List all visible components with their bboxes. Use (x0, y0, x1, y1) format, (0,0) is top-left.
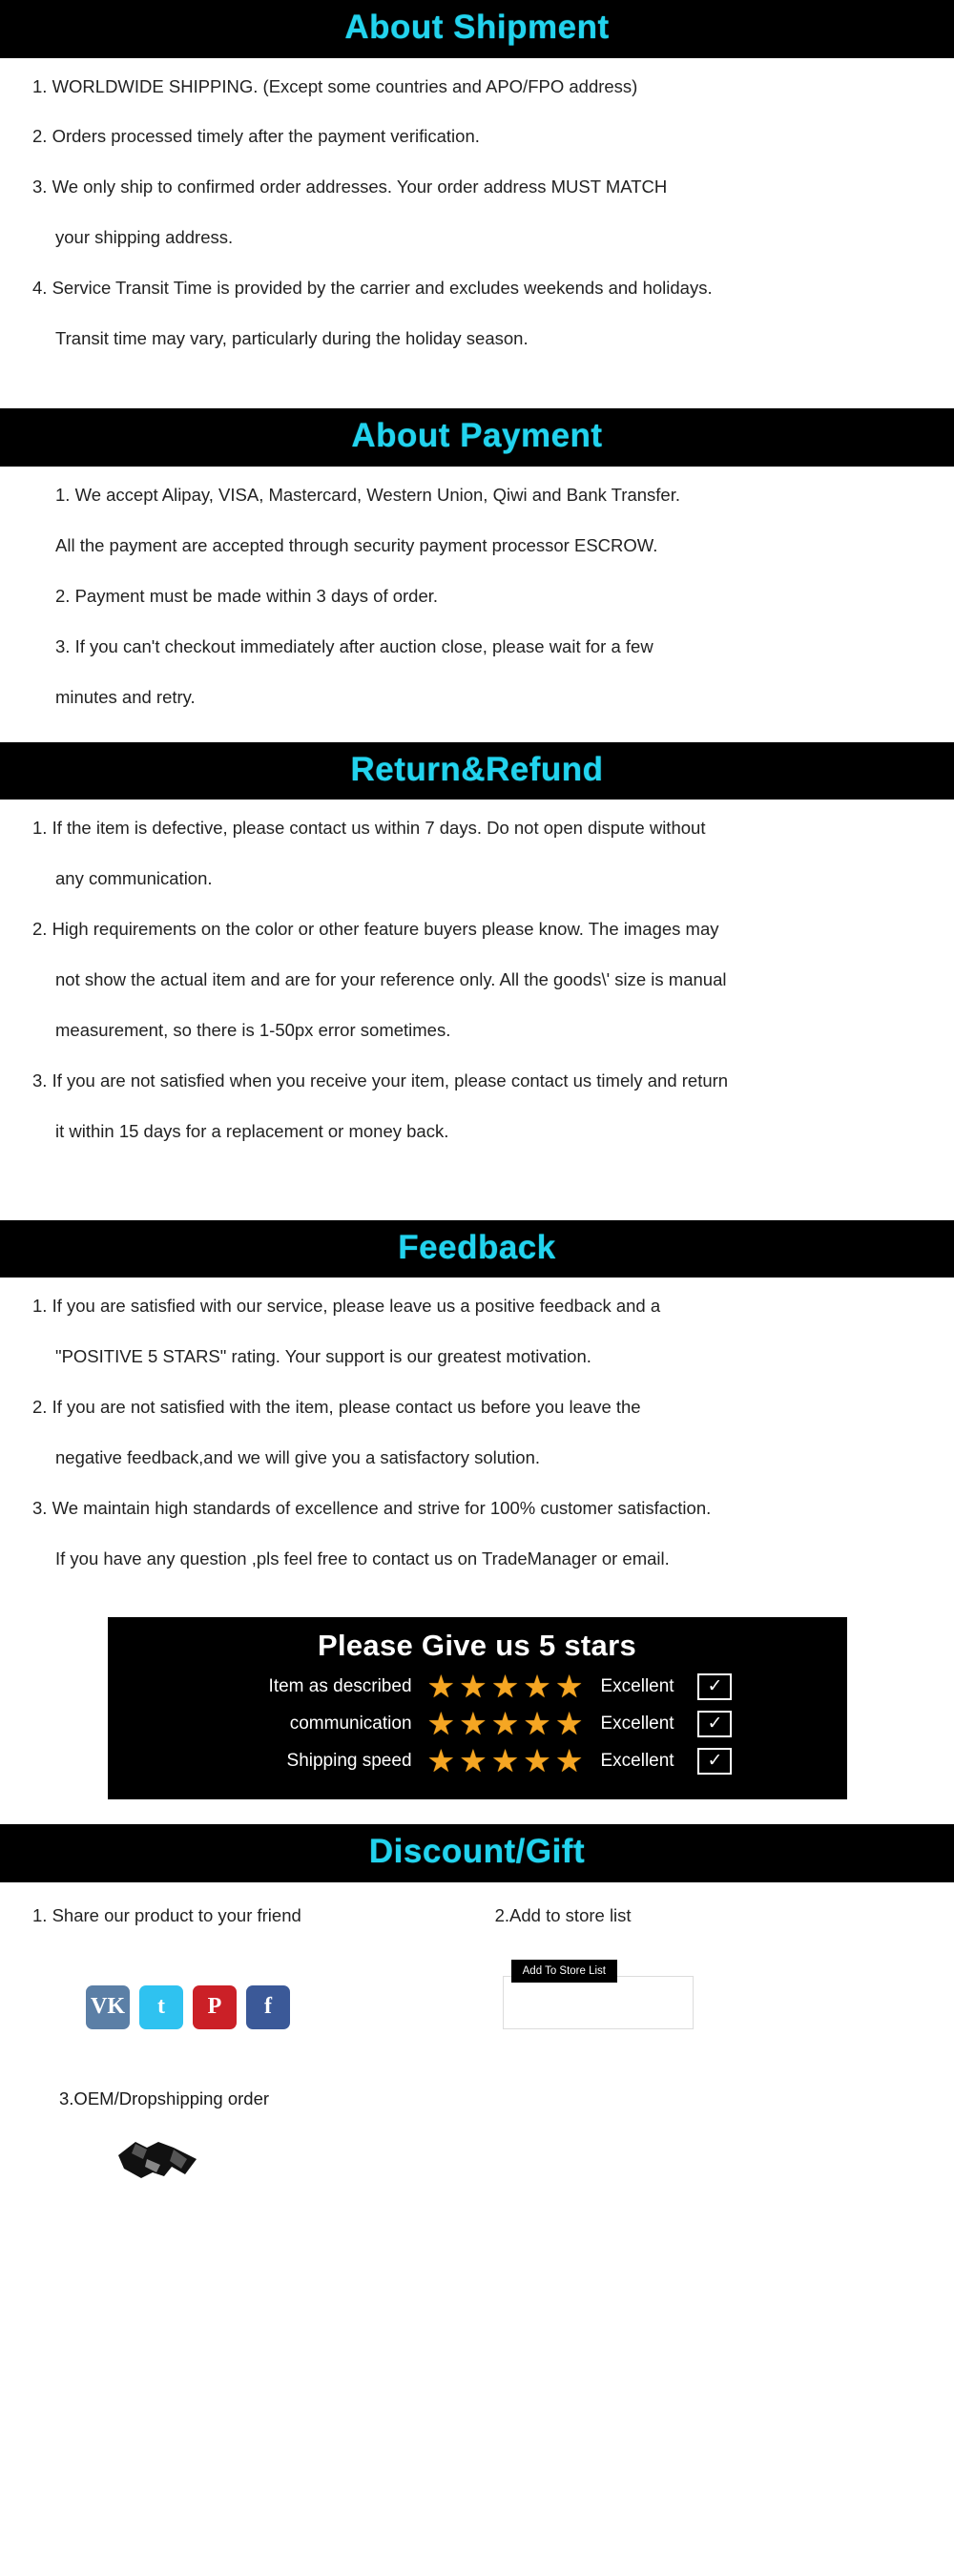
text-line: your shipping address. (55, 227, 234, 248)
section-header-about-payment (0, 408, 954, 467)
text-line: 4. Service Transit Time is provided by the carrier and excludes weekends and holidays. (32, 278, 713, 299)
rating-label: communication (289, 1713, 412, 1734)
section-header-feedback (0, 1220, 954, 1278)
star-icon: ★ (490, 1743, 520, 1779)
star-icon: ★ (490, 1706, 520, 1742)
text-line: 2. If you are not satisfied with the item, please contact us before you leave the (32, 1397, 641, 1418)
handshake-icon (0, 2109, 954, 2236)
star-group (426, 1743, 584, 1779)
section-body-about-payment (0, 467, 954, 742)
star-icon: ★ (554, 1706, 584, 1742)
section-title: Feedback (398, 1228, 556, 1266)
text-line: 1. We accept Alipay, VISA, Mastercard, Western Union, Qiwi and Bank Transfer. (55, 484, 680, 505)
discount-columns (0, 1882, 954, 2029)
rating-value: Excellent (600, 1675, 674, 1696)
text-line: 3. We only ship to confirmed order addresses. Your order address MUST MATCH (32, 177, 668, 197)
section-body-feedback (0, 1278, 954, 1604)
text-line: If you have any question ,pls feel free to contact us on TradeManager or email. (55, 1548, 670, 1569)
text-line: "POSITIVE 5 STARS" rating. Your support is our greatest motivation. (55, 1346, 591, 1367)
text-line: not show the actual item and are for your reference only. All the goods\' size is manual (55, 969, 727, 990)
vk-icon[interactable]: VK (86, 1985, 130, 2029)
text-line: 3. If you are not satisfied when you receive your item, please contact us timely and return (32, 1070, 729, 1091)
section-body-return-refund (0, 800, 954, 1176)
rating-row-item-as-described (108, 1669, 847, 1705)
add-to-store-box (503, 1964, 694, 2029)
text-line: 2. High requirements on the color or other feature buyers please know. The images may (32, 919, 719, 940)
facebook-icon[interactable]: f (246, 1985, 290, 2029)
star-icon: ★ (426, 1743, 456, 1779)
text-line: 1. If you are satisfied with our service, please leave us a positive feedback and a (32, 1296, 661, 1317)
star-icon: ★ (490, 1669, 520, 1705)
star-icon: ★ (554, 1669, 584, 1705)
section-title: Discount/Gift (368, 1833, 586, 1871)
checkbox-icon: ✓ (697, 1711, 732, 1737)
store-label: 2.Add to store list (494, 1904, 632, 1925)
store-column (495, 1905, 922, 2029)
checkbox-icon: ✓ (697, 1748, 732, 1775)
star-icon: ★ (426, 1669, 456, 1705)
section-header-return-refund (0, 742, 954, 800)
star-icon: ★ (459, 1706, 487, 1742)
section-title: About Payment (351, 417, 603, 455)
star-icon: ★ (554, 1743, 584, 1779)
section-header-discount-gift (0, 1824, 954, 1882)
text-line: 1. If the item is defective, please contact us within 7 days. Do not open dispute without (32, 818, 706, 839)
text-line: it within 15 days for a replacement or money back. (55, 1120, 449, 1141)
checkbox-icon: ✓ (697, 1673, 732, 1700)
star-icon: ★ (459, 1743, 487, 1779)
rating-label: Shipping speed (286, 1750, 412, 1771)
text-line: minutes and retry. (55, 686, 196, 707)
text-line: 1. WORLDWIDE SHIPPING. (Except some countries and APO/FPO address) (32, 75, 638, 96)
rating-value: Excellent (600, 1713, 674, 1734)
star-icon: ★ (459, 1669, 487, 1705)
text-line: 2. Payment must be made within 3 days of order. (55, 585, 439, 606)
section-header-about-shipment (0, 0, 954, 58)
text-line: All the payment are accepted through security payment processor ESCROW. (55, 534, 658, 555)
section-body-about-shipment (0, 58, 954, 384)
rating-row-communication (108, 1706, 847, 1742)
add-to-store-button[interactable]: Add To Store List (511, 1960, 617, 1983)
text-line: 2. Orders processed timely after the payment verification. (32, 126, 480, 147)
rating-row-shipping-speed (108, 1743, 847, 1779)
share-label: 1. Share our product to your friend (32, 1904, 301, 1925)
text-line: 3. We maintain high standards of excellence and strive for 100% customer satisfaction. (32, 1498, 712, 1519)
feedback-rating-box (108, 1617, 847, 1799)
section-title: About Shipment (344, 9, 610, 46)
social-buttons (32, 1985, 495, 2029)
rating-value: Excellent (600, 1750, 674, 1771)
share-column (32, 1905, 495, 2029)
section-title: Return&Refund (350, 750, 604, 788)
star-icon: ★ (523, 1669, 551, 1705)
star-group (426, 1706, 584, 1742)
star-icon: ★ (523, 1743, 551, 1779)
text-line: any communication. (55, 868, 213, 889)
pinterest-icon[interactable]: P (193, 1985, 237, 2029)
text-line: Transit time may vary, particularly during the holiday season. (55, 328, 529, 349)
feedback-rating-title: Please Give us 5 stars (317, 1629, 637, 1663)
star-group (426, 1669, 584, 1705)
oem-label: 3.OEM/Dropshipping order (59, 2088, 270, 2109)
star-icon: ★ (523, 1706, 551, 1742)
text-line: negative feedback,and we will give you a satisfactory solution. (55, 1447, 541, 1468)
text-line: measurement, so there is 1-50px error sometimes. (55, 1020, 451, 1041)
twitter-icon[interactable]: t (139, 1985, 183, 2029)
rating-label: Item as described (268, 1675, 412, 1696)
text-line: 3. If you can't checkout immediately after auction close, please wait for a few (55, 635, 653, 656)
star-icon: ★ (426, 1706, 456, 1742)
